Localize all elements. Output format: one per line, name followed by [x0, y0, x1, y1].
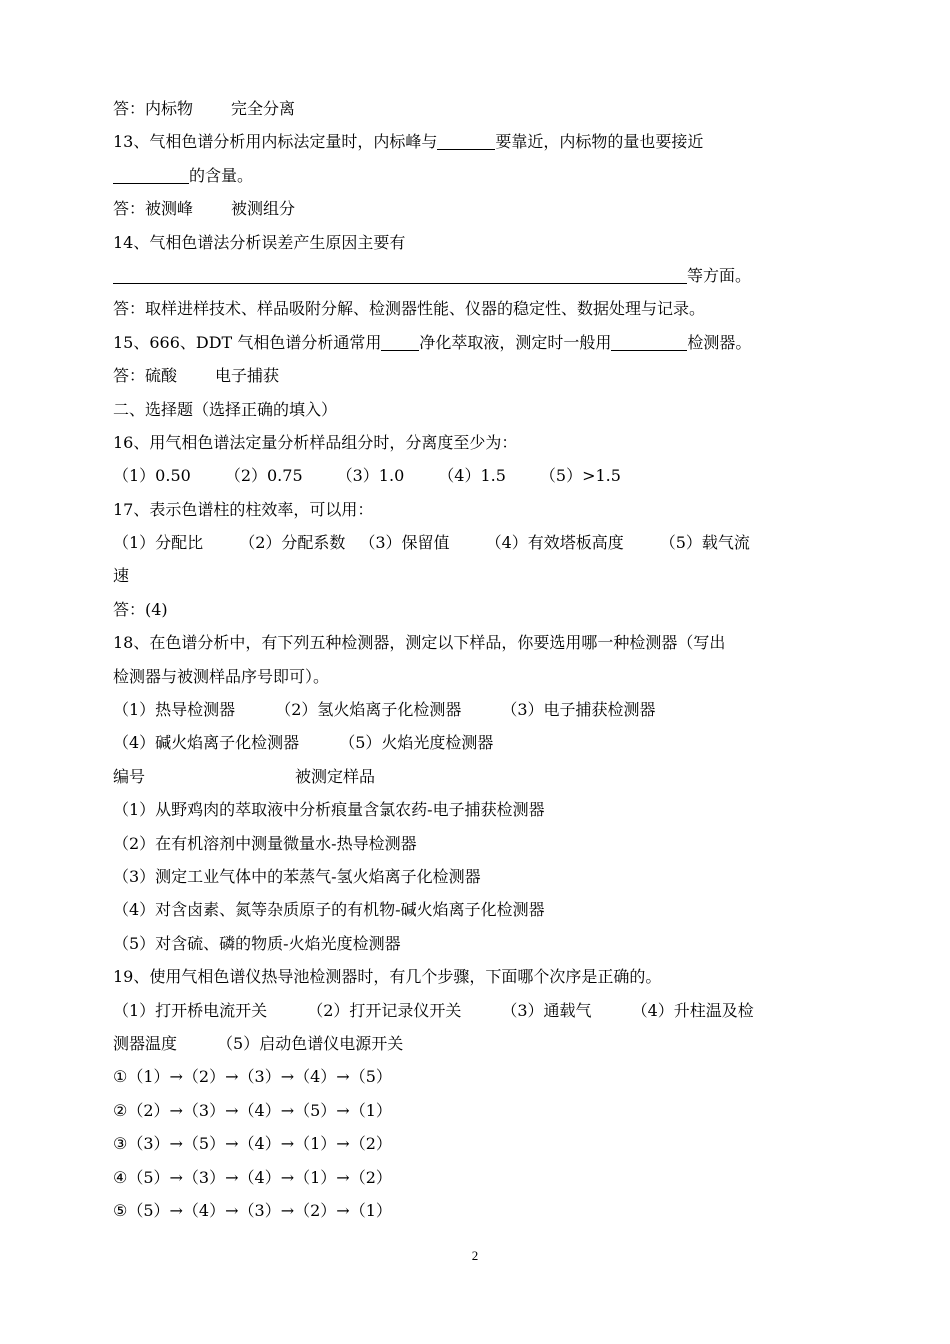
sequence-option	[113, 1161, 843, 1194]
question-18	[113, 626, 843, 659]
table-header	[113, 760, 843, 793]
option: （1）0.50	[113, 466, 191, 486]
sequence-text: ①（1）→（2）→（3）→（4）→（5）	[113, 1067, 392, 1087]
option: （3）电子捕获检测器	[501, 700, 656, 720]
option: （1）热导检测器	[113, 700, 236, 720]
option: （2）打开记录仪开关	[307, 1000, 462, 1020]
row-text: （2）在有机溶剂中测量微量水-热导检测器	[113, 833, 417, 853]
options-17-cont	[113, 559, 843, 592]
option: （3）1.0	[336, 466, 405, 486]
table-row	[113, 893, 843, 926]
section-heading	[113, 393, 843, 426]
question-17	[113, 493, 843, 526]
options-18-cont	[113, 726, 843, 759]
option: 测器温度	[113, 1033, 178, 1053]
fill-blank	[113, 263, 687, 284]
fill-blank	[437, 129, 495, 150]
table-row	[113, 793, 843, 826]
option: （5）>1.5	[539, 466, 621, 486]
option: （4）碱火焰离子化检测器	[113, 733, 300, 753]
question-text: 净化萃取液，测定时一般用	[419, 332, 612, 352]
option: （2）分配系数	[239, 533, 346, 553]
sequence-text: ②（2）→（3）→（4）→（5）→（1）	[113, 1100, 392, 1120]
option: （4）有效塔板高度	[485, 533, 624, 553]
answer-text: 完全分离	[231, 99, 296, 118]
question-text: 14、气相色谱法分析误差产生原因主要有	[113, 232, 406, 252]
sequence-option	[113, 1127, 843, 1160]
question-text: 15、666、DDT 气相色谱分析通常用	[113, 332, 382, 352]
question-15	[113, 326, 843, 359]
option: （2）氢火焰离子化检测器	[275, 700, 462, 720]
options-19	[113, 994, 843, 1027]
option: （3）保留值	[359, 533, 450, 553]
option: （5）火焰光度检测器	[339, 733, 494, 753]
question-text: 16、用气相色谱法定量分析样品组分时，分离度至少为：	[113, 432, 518, 452]
answer-text: 电子捕获	[215, 366, 280, 386]
options-17	[113, 526, 843, 559]
question-19	[113, 960, 843, 993]
options-18	[113, 693, 843, 726]
row-text: （5）对含硫、磷的物质-火焰光度检测器	[113, 933, 401, 953]
question-13-cont	[113, 159, 843, 192]
answer-text: 答：(4)	[113, 599, 168, 619]
fill-blank	[611, 330, 687, 351]
question-text: 等方面。	[687, 265, 752, 285]
sequence-option	[113, 1194, 843, 1227]
header-cell: 编号	[113, 766, 146, 786]
option: 速	[113, 566, 130, 586]
section-title: 二、选择题（选择正确的填入）	[113, 399, 338, 419]
question-text: 要靠近，内标物的量也要接近	[495, 132, 704, 152]
question-16	[113, 426, 843, 459]
option: （1）分配比	[113, 533, 204, 553]
answer-line	[113, 593, 843, 626]
answer-line	[113, 359, 843, 392]
option: （2）0.75	[224, 466, 303, 486]
table-row	[113, 927, 843, 960]
question-14	[113, 226, 843, 259]
sequence-option	[113, 1094, 843, 1127]
answer-line	[113, 92, 843, 125]
question-text: 13、气相色谱分析用内标法定量时，内标峰与	[113, 132, 438, 152]
table-row	[113, 827, 843, 860]
options-16	[113, 459, 843, 492]
question-text: 19、使用气相色谱仪热导池检测器时，有几个步骤，下面哪个次序是正确的。	[113, 967, 662, 987]
answer-text: 答：硫酸	[113, 366, 178, 386]
answer-text: 答：取样进样技术、样品吸附分解、检测器性能、仪器的稳定性、数据处理与记录。	[113, 299, 706, 319]
question-14-cont	[113, 259, 843, 292]
question-text: 17、表示色谱柱的柱效率，可以用：	[113, 499, 374, 519]
answer-line	[113, 192, 843, 225]
table-row	[113, 860, 843, 893]
question-18-cont	[113, 660, 843, 693]
option: （4）升柱温及检	[631, 1000, 754, 1020]
answer-text: 被测组分	[231, 199, 296, 219]
answer-line	[113, 292, 843, 325]
options-19-cont	[113, 1027, 843, 1060]
page-number: 2	[471, 1248, 479, 1263]
option: （1）打开桥电流开关	[113, 1000, 268, 1020]
option: （3）通载气	[501, 1000, 592, 1020]
option: （5）载气流	[659, 533, 750, 553]
question-text: 18、在色谱分析中，有下列五种检测器，测定以下样品，你要选用哪一种检测器（写出	[113, 633, 726, 653]
row-text: （4）对含卤素、氮等杂质原子的有机物-碱火焰离子化检测器	[113, 900, 545, 920]
document-body	[113, 92, 843, 1227]
question-text: 检测器与被测样品序号即可）。	[113, 666, 330, 686]
option: （5）启动色谱仪电源开关	[217, 1033, 404, 1053]
row-text: （3）测定工业气体中的苯蒸气-氢火焰离子化检测器	[113, 866, 481, 886]
answer-text: 答：内标物	[113, 99, 194, 118]
question-13	[113, 125, 843, 158]
fill-blank	[381, 330, 419, 351]
header-cell: 被测定样品	[295, 766, 376, 786]
sequence-text: ③（3）→（5）→（4）→（1）→（2）	[113, 1134, 392, 1154]
sequence-text: ⑤（5）→（4）→（3）→（2）→（1）	[113, 1200, 392, 1220]
sequence-text: ④（5）→（3）→（4）→（1）→（2）	[113, 1167, 392, 1187]
fill-blank	[113, 163, 189, 184]
option: （4）1.5	[438, 466, 506, 486]
question-text: 检测器。	[687, 332, 752, 352]
answer-text: 答：被测峰	[113, 199, 194, 219]
question-text: 的含量。	[189, 165, 254, 185]
row-text: （1）从野鸡肉的萃取液中分析痕量含氯农药-电子捕获检测器	[113, 800, 545, 820]
sequence-option	[113, 1060, 843, 1093]
